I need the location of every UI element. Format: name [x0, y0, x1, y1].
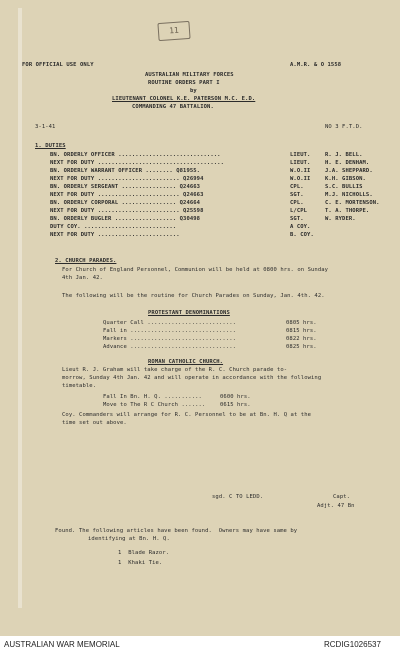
title-line-4: LIEUTENANT COLONEL K.E. PATERSON M.C. E.D. [112, 96, 256, 102]
found-item: 1 Khaki Tie. [118, 560, 163, 566]
title-line-2: ROUTINE ORDERS PART I [148, 80, 220, 86]
protestant-row-time: 0815 hrs. [286, 328, 317, 334]
found-item: 1 Blade Razor. [118, 550, 170, 556]
title-line-3: by [190, 88, 197, 94]
rc-row-label: Move to The R C Church ....... [103, 402, 206, 408]
folio-stamp: 11 [157, 21, 190, 41]
duty-row: NEXT FOR DUTY ..................................... LIEUT. H. E. DENHAM. [50, 160, 370, 166]
church-heading: 2. CHURCH PARADES. [55, 258, 117, 264]
title-line-5: COMMANDING 47 BATTALION. [132, 104, 214, 110]
duty-row: NEXT FOR DUTY ........................ Q25598 L/CPL T. A. THORPE. [50, 208, 370, 214]
church-line-1: For Church of England Personnel, Communion will be held at 0800 hrs. on Sunday [62, 267, 329, 273]
duty-row: NEXT FOR DUTY ........................ Q26994 W.O.II K.H. GIBSON. [50, 176, 366, 182]
duty-row: DUTY COY. ........................... A COY. [50, 224, 311, 230]
archive-footer [0, 636, 400, 654]
rc-row-time: 0600 hrs. [220, 394, 251, 400]
duty-row: BN. ORDERLY WARRANT OFFICER ........ Q81955. W.O.II J.A. SHEPPARD. [50, 168, 373, 174]
protestant-heading: PROTESTANT DENOMINATIONS [148, 310, 230, 316]
signatory-role: Adjt. 47 Bn [317, 503, 355, 509]
duty-row: BN. ORDERLY BUGLER .................. Q30498 SGT. W. RYDER. [50, 216, 356, 222]
order-number: NO 3 F.T.D. [325, 124, 363, 130]
duty-row: NEXT FOR DUTY ........................ B. COY. [50, 232, 314, 238]
protestant-row-time: 0822 hrs. [286, 336, 317, 342]
signatory-rank: Capt. [333, 494, 351, 500]
protestant-row-label: Advance ............................... [103, 344, 237, 350]
found-line-1: Found. The following articles have been found. Owners may have same by [55, 528, 298, 534]
protestant-row-label: Markers ............................... [103, 336, 237, 342]
duty-row: BN. ORDERLY OFFICER .............................. LIEUT. R. J. BELL. [50, 152, 363, 158]
rc-line-2: morrow, Sunday 4th Jan. 42 and will operate in accordance with the following [62, 375, 322, 381]
classification: FOR OFFICIAL USE ONLY [22, 62, 94, 68]
rc-row-time: 0615 hrs. [220, 402, 251, 408]
protestant-row-time: 0805 hrs. [286, 320, 317, 326]
rc-row-label: Fall In Bn. H. Q. ........... [103, 394, 202, 400]
reference-number: A.M.R. & O 1558 [290, 62, 342, 68]
coy-line-2: time set out above. [62, 420, 127, 426]
church-line-2: 4th Jan. 42. [62, 275, 103, 281]
archive-id: RCDIG1026537 [324, 640, 381, 649]
church-line-3: The following will be the routine for Church Parades on Sunday, Jan. 4th. 42. [62, 293, 325, 299]
order-date: 3-1-41 [35, 124, 56, 130]
protestant-row-label: Quarter Call .......................... [103, 320, 237, 326]
duties-heading: 1. DUTIES [35, 143, 66, 149]
protestant-row-label: Fall in ............................... [103, 328, 237, 334]
duty-row: BN. ORDERLY CORPORAL ................ Q24664 CPL. C. E. MORTENSON. [50, 200, 380, 206]
duty-row: NEXT FOR DUTY ........................ Q24663 SGT. M.J. NICHOLLS. [50, 192, 373, 198]
protestant-row-time: 0825 hrs. [286, 344, 317, 350]
rc-line-3: timetable. [62, 383, 97, 389]
archive-name: AUSTRALIAN WAR MEMORIAL [4, 640, 120, 649]
duty-row: BN. ORDERLY SERGEANT ................ Q24663 CPL. S.C. BULLIS [50, 184, 363, 190]
coy-line-1: Coy. Commanders will arrange for R. C. Personnel to be at Bn. H. Q at the [62, 412, 312, 418]
rc-line-1: Lieut R. J. Graham will take charge of the R. C. Church parade to- [62, 367, 288, 373]
title-line-1: AUSTRALIAN MILITARY FORCES [145, 72, 234, 78]
page-fold [18, 8, 22, 608]
signature: sgd. C TO LEDD. [212, 494, 264, 500]
found-line-2: identifying at Bn. H. Q. [88, 536, 170, 542]
rc-heading: ROMAN CATHOLIC CHURCH. [148, 359, 224, 365]
